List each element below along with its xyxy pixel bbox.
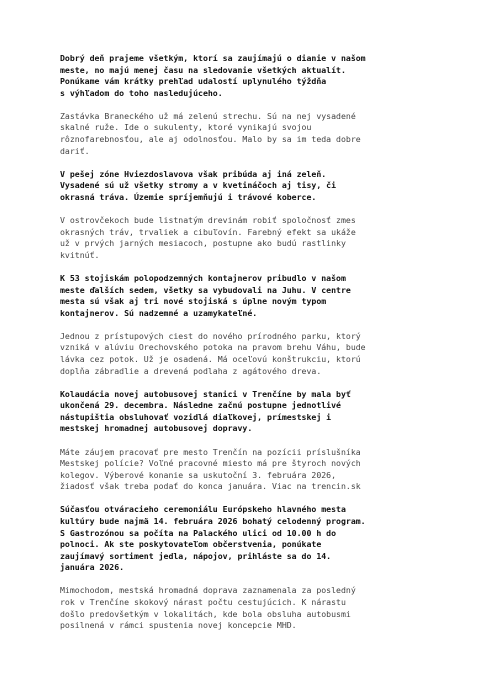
text-line: V pešej zóne Hviezdoslavova však pribúda aj iná zeleň. bbox=[60, 168, 327, 179]
text-line: mesta sú však aj tri nové stojiská s úplne novým typom bbox=[60, 296, 327, 307]
text-line: vzniká v alúviu Orechovského potoka na pravom brehu Váhu, bude bbox=[60, 342, 366, 353]
text-line: kvitnúť. bbox=[60, 249, 100, 260]
text-line: okrasných tráv, trvaliek a cibuľovín. Farebný efekt sa ukáže bbox=[60, 226, 356, 237]
text-line: Súčasťou otváracieho ceremoniálu Európskeho hlavného mesta bbox=[60, 504, 346, 515]
text-line: meste ďalších sedem, všetky sa vybudovali na Juhu. V centre bbox=[60, 284, 351, 295]
text-line: S Gastrozónou sa počíta na Palackého ulici od 10.00 h do bbox=[60, 527, 337, 538]
text-line: kolegov. Výberové konanie sa uskutoční 3. februára 2026, bbox=[60, 469, 337, 480]
bold-paragraph bbox=[60, 169, 455, 204]
text-line: Dobrý deň prajeme všetkým, ktorí sa zaujímajú o dianie v našom bbox=[60, 53, 366, 63]
text-line: Mimochodom, mestská hromadná doprava zaznamenala za posledný bbox=[60, 585, 356, 596]
text-line: kontajnerov. Sú nadzemné a uzamykateľné. bbox=[60, 307, 258, 318]
text-line: Máte záujem pracovať pre mesto Trenčín na pozícii príslušníka bbox=[60, 446, 361, 457]
paragraph bbox=[60, 111, 455, 157]
text-line: K 53 stojiskám polopodzemných kontajnerov pribudlo v našom bbox=[60, 272, 346, 283]
bold-paragraph bbox=[60, 53, 455, 99]
text-line: Ponúkame vám krátky prehľad udalostí uplynulého týždňa bbox=[60, 76, 327, 87]
text-line: nástupištia obsluhovať vozidlá diaľkovej, prímestskej i bbox=[60, 411, 332, 422]
text-line: meste, no majú menej času na sledovanie všetkých aktualít. bbox=[60, 64, 346, 75]
text-line: zaujímavý sortiment jedla, nápojov, prihláste sa do 14. bbox=[60, 550, 332, 561]
text-line: posilnená v rámci spustenia novej koncepcie MHD. bbox=[60, 620, 297, 631]
paragraph bbox=[60, 331, 455, 377]
text-line: kultúry bude najmä 14. februára 2026 bohatý celodenný program. bbox=[60, 516, 366, 526]
text-line: rok v Trenčíne skokový nárast počtu cestujúcich. K nárastu bbox=[60, 597, 346, 608]
text-line: okrasná tráva. Územie spríjemňujú i trávové koberce. bbox=[60, 191, 317, 202]
text-line: došlo predovšetkým v lokalitách, kde bola obsluha autobusmi bbox=[60, 608, 351, 619]
paragraph bbox=[60, 585, 455, 631]
text-line: januára 2026. bbox=[60, 562, 125, 573]
text-line: rôznofarebnosťou, ale aj odolnosťou. Malo by sa im teda dobre bbox=[60, 134, 361, 145]
text-line: mestskej hromadnej autobusovej dopravy. bbox=[60, 423, 253, 434]
bold-paragraph bbox=[60, 273, 455, 319]
text-line: Vysadené sú už všetky stromy a v kvetináčoch aj tisy, či bbox=[60, 180, 337, 191]
text-line: Jednou z prístupových ciest do nového prírodného parku, ktorý bbox=[60, 330, 361, 341]
bold-paragraph bbox=[60, 389, 455, 435]
text-line: dariť. bbox=[60, 145, 90, 156]
text-line: V ostrovčekoch bude listnatým drevinám robiť spoločnosť zmes bbox=[60, 215, 356, 226]
text-line: skalné ruže. Ide o sukulenty, ktoré vynikajú svojou bbox=[60, 122, 312, 133]
text-line: už v prvých jarných mesiacoch, postupne ako budú rastlinky bbox=[60, 238, 346, 249]
bold-paragraph bbox=[60, 504, 455, 574]
document-page bbox=[60, 53, 455, 643]
text-line: polnoci. Ak ste poskytovateľom občerstvenia, ponúkate bbox=[60, 539, 322, 550]
text-line: žiadosť však treba podať do konca januára. Viac na trencin.sk bbox=[60, 481, 361, 492]
text-line: lávka cez potok. Už je osadená. Má oceľovú konštrukciu, ktorú bbox=[60, 353, 361, 364]
text-line: Zastávka Braneckého už má zelenú strechu. Sú na nej vysadené bbox=[60, 110, 356, 121]
text-line: Kolaudácia novej autobusovej stanici v Trenčíne by mala byť bbox=[60, 388, 351, 399]
text-line: Mestskej polície? Voľné pracovné miesto má pre štyroch nových bbox=[60, 458, 361, 469]
text-line: ukončená 29. decembra. Následne začnú postupne jednotlivé bbox=[60, 400, 341, 411]
text-line: s výhľadom do toho nasledujúceho. bbox=[60, 87, 223, 98]
text-line: doplňa zábradlie a drevená podlaha z agátového dreva. bbox=[60, 365, 322, 376]
paragraph bbox=[60, 215, 455, 261]
paragraph bbox=[60, 447, 455, 493]
